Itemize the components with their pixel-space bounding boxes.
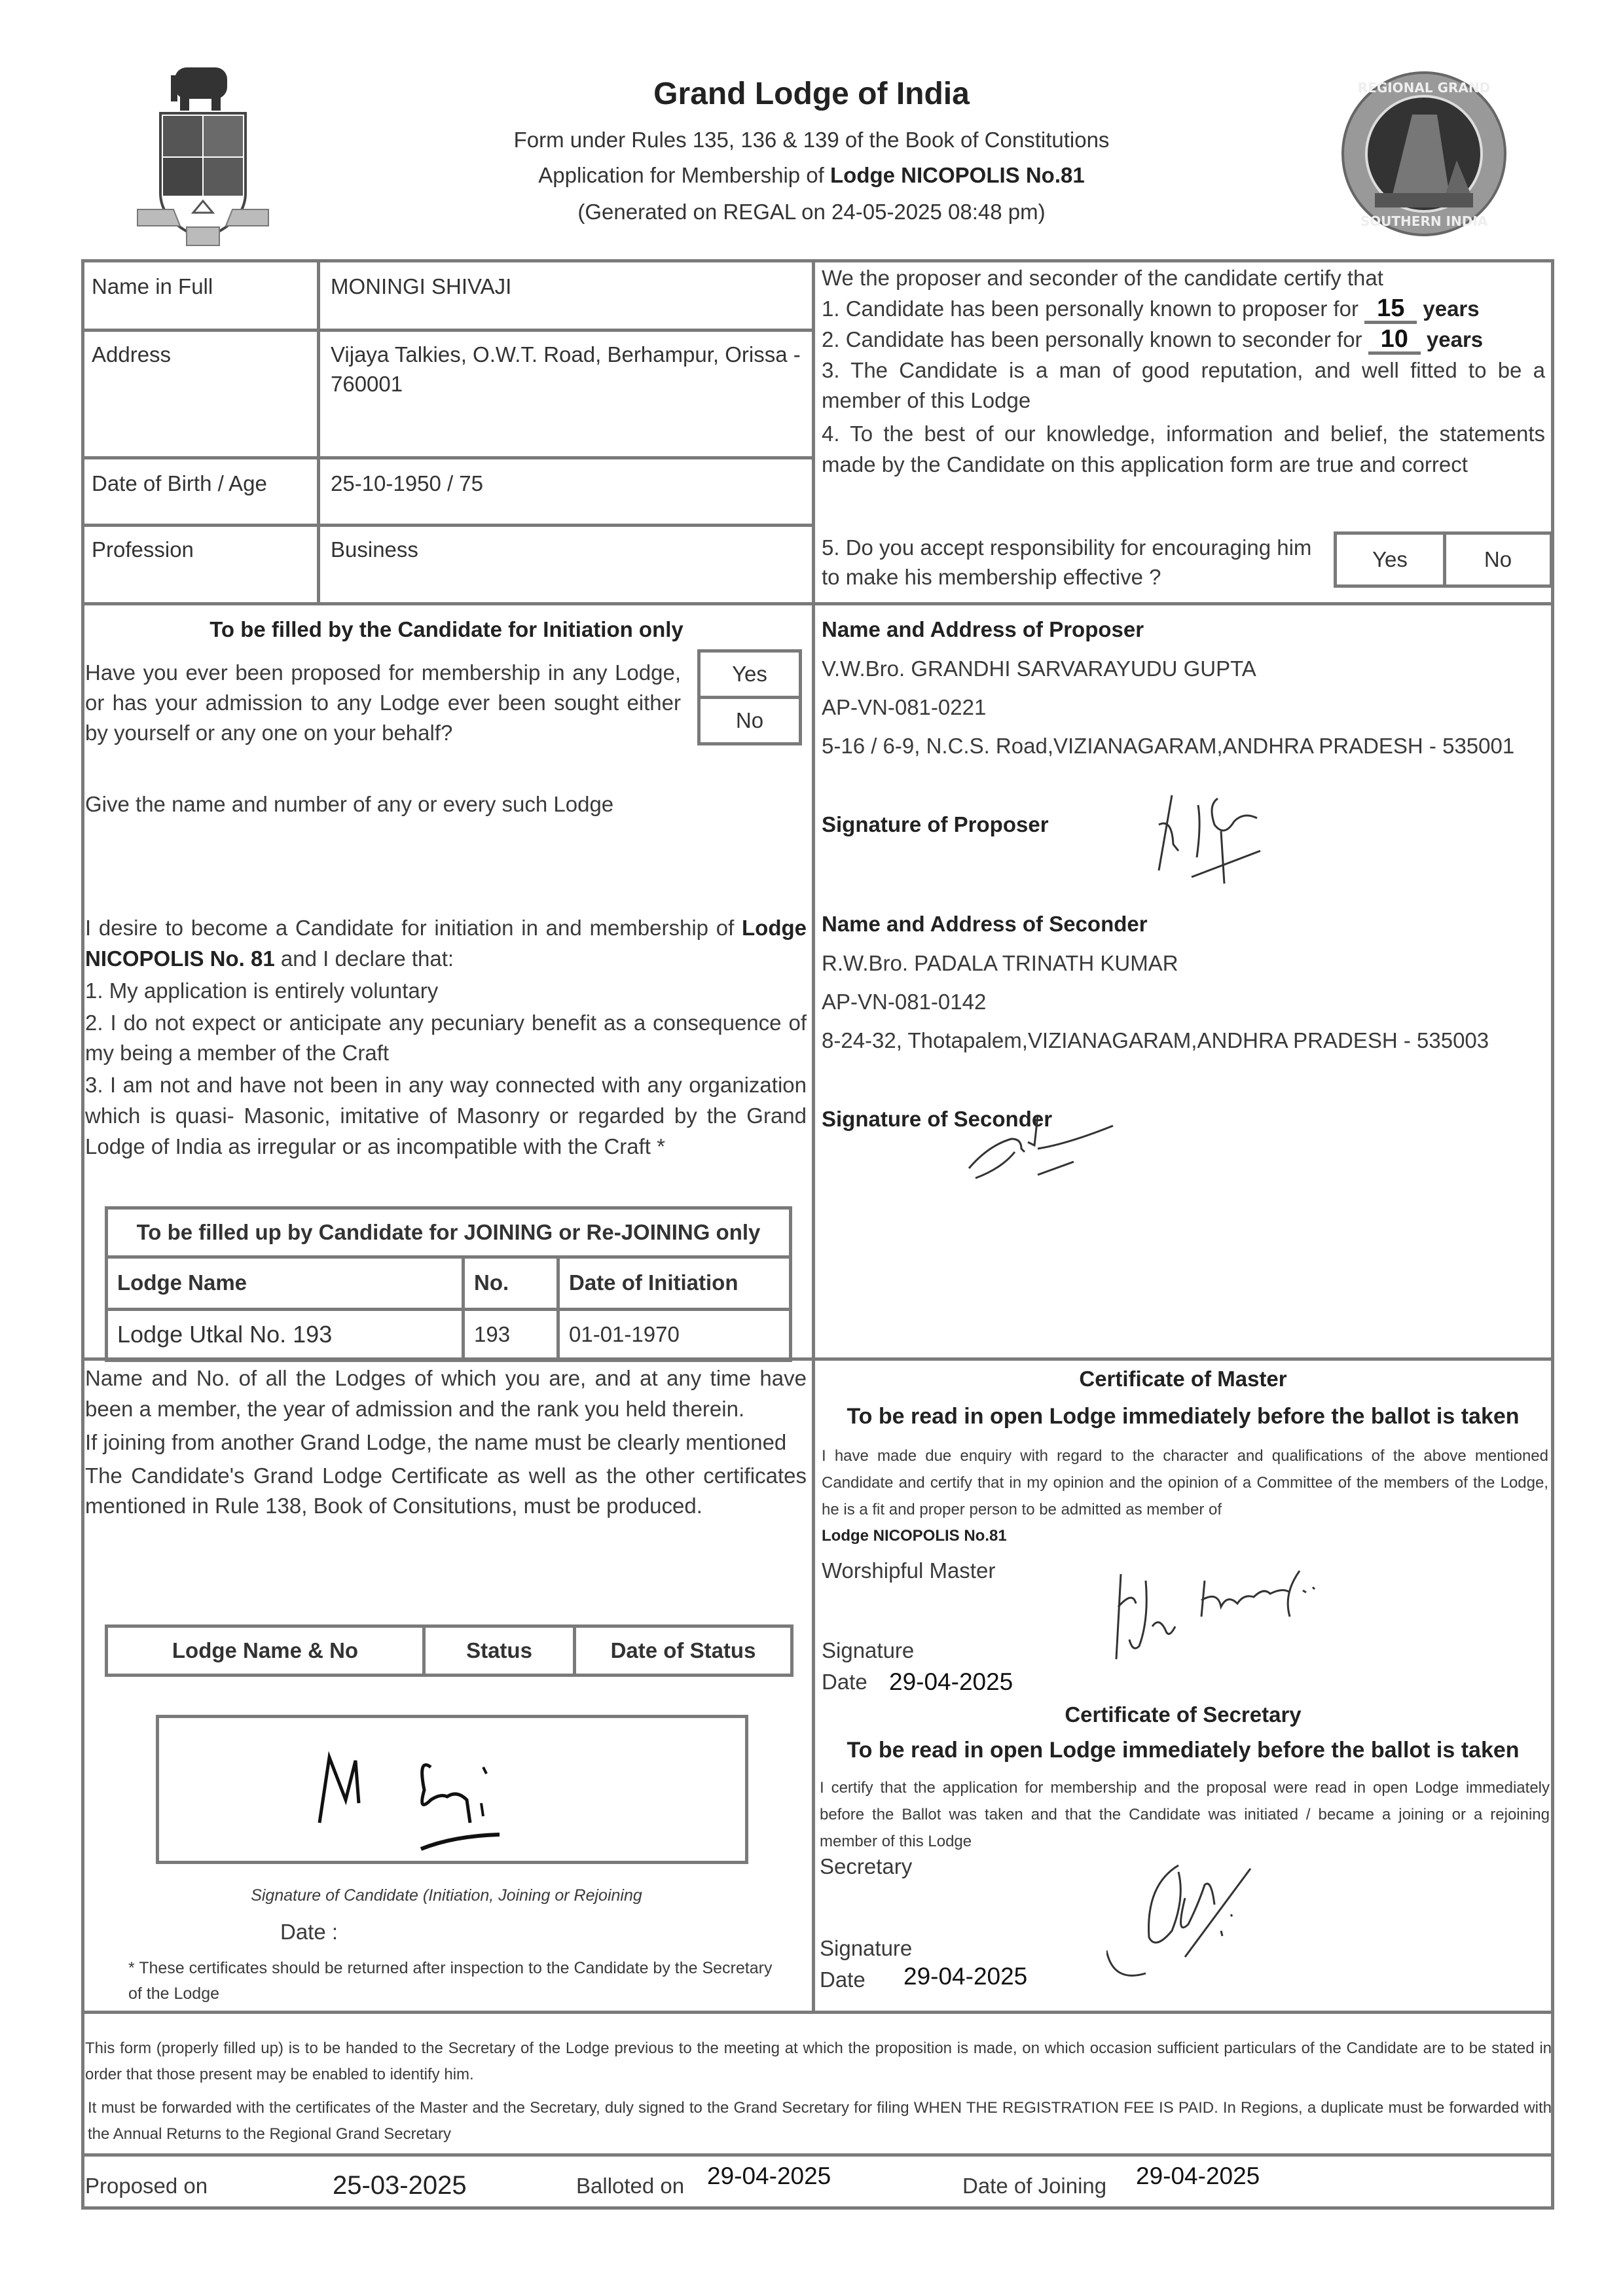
row-divider xyxy=(81,456,812,459)
certification-item-4: 4. To the best of our knowledge, information and belief, the statements made by the Candidate on this application form are true and correct xyxy=(822,422,1545,477)
secretary-signature-label: Signature xyxy=(820,1936,913,1960)
svg-text:SOUTHERN INDIA: SOUTHERN INDIA xyxy=(1360,213,1488,229)
secretary-label: Secretary xyxy=(820,1854,913,1878)
secretary-certificate-subtitle: To be read in open Lodge immediately before the ballot is taken xyxy=(847,1738,1520,1763)
date-of-joining-label: Date of Joining xyxy=(962,2174,1107,2198)
encourage-no-box[interactable]: No xyxy=(1443,531,1553,588)
memberships-para-3: The Candidate's Grand Lodge Certificate as well as the other certificates mentioned in Rule 138, Book of Consitutions, must be produced. xyxy=(85,1463,807,1518)
master-date-value[interactable]: 29-04-2025 xyxy=(889,1668,1013,1695)
certification-intro: We the proposer and seconder of the candidate certify that xyxy=(822,266,1383,290)
seconder-address: 8-24-32, Thotapalem,VIZIANAGARAM,ANDHRA PRADESH - 535003 xyxy=(822,1028,1489,1052)
section-divider xyxy=(81,2011,1554,2014)
certification-item-3: 3. The Candidate is a man of good reputation, and well fitted to be a member of this Lodge xyxy=(822,357,1545,413)
joining-table xyxy=(105,1206,792,1362)
joining-no-cell[interactable]: 193 xyxy=(464,1310,558,1361)
proposed-on-date[interactable]: 25-03-2025 xyxy=(333,2171,467,2200)
dob-label: Date of Birth / Age xyxy=(92,471,267,495)
certificates-footnote: * These certificates should be returned after inspection to the Candidate by the Secretary of the Lodge xyxy=(128,1959,773,2003)
encourage-yes-box[interactable]: Yes xyxy=(1334,531,1446,588)
form-subtitle: Form under Rules 135, 136 & 139 of the Book of Constitutions xyxy=(513,128,1110,152)
svg-text:REGIONAL GRAND: REGIONAL GRAND xyxy=(1357,80,1491,96)
section-divider xyxy=(81,2153,1554,2157)
proposed-on-label: Proposed on xyxy=(85,2174,208,2198)
secretary-date-value[interactable]: 29-04-2025 xyxy=(903,1963,1028,1990)
candidate-signature xyxy=(159,1718,748,1862)
table-row xyxy=(107,1310,791,1361)
memberships-col-date: Date of Status xyxy=(575,1626,792,1676)
proposer-signature-label: Signature of Proposer xyxy=(822,812,1049,836)
joining-lodge-name-cell[interactable]: Lodge Utkal No. 193 xyxy=(107,1310,464,1361)
address-value: Vijaya Talkies, O.W.T. Road, Berhampur, Orissa - 760001 xyxy=(331,342,801,396)
certification-item-2: 2. Candidate has been personally known to seconder for 10 years xyxy=(822,325,1545,355)
give-lodge-name-label: Give the name and number of any or every such Lodge xyxy=(85,792,614,816)
table-column-divider xyxy=(317,259,320,602)
candidate-date-label: Date : xyxy=(280,1920,338,1944)
date-of-joining-value[interactable]: 29-04-2025 xyxy=(1136,2162,1260,2189)
instructions-para-1: This form (properly filled up) is to be handed to the Secretary of the Lodge previous to the meeting at which the proposition is made, on which occasion sufficient particulars of the Candidate are to be stated in order that those present may be enabled to identify him. xyxy=(85,2039,1552,2083)
seconder-name: R.W.Bro. PADALA TRINATH KUMAR xyxy=(822,951,1178,975)
joining-col-date: Date of Initiation xyxy=(558,1257,791,1310)
dob-value: 25-10-1950 / 75 xyxy=(331,471,484,495)
profession-value: Business xyxy=(331,537,418,562)
section-divider xyxy=(81,602,1554,605)
joining-col-lodge-name: Lodge Name xyxy=(107,1257,464,1310)
master-certificate-title: Certificate of Master xyxy=(1079,1367,1287,1391)
proposed-before-yes-box[interactable]: Yes xyxy=(697,649,802,699)
secretary-certificate-body: I certify that the application for membership and the proposal were read in open Lodge immediately before the Ballot was taken and that the Candidate was initiated / became a joining or a rejoining member of this Lodge xyxy=(820,1779,1550,1850)
balloted-on-date[interactable]: 29-04-2025 xyxy=(707,2162,831,2189)
master-date-label: Date xyxy=(822,1670,867,1694)
application-prefix: Application for Membership of xyxy=(538,163,830,187)
memberships-para-1: Name and No. of all the Lodges of which you are, and at any time have been a member, the year of admission and the rank you held therein. xyxy=(85,1366,807,1421)
certification-block xyxy=(822,263,1545,480)
master-signature xyxy=(1113,1568,1408,1666)
proposer-name: V.W.Bro. GRANDHI SARVARAYUDU GUPTA xyxy=(822,656,1256,681)
declaration-item-3: 3. I am not and have not been in any way connected with any organization which is quasi- Masonic, imitative of Masonry or regarded by the Grand Lodge of India as irregular or as incompatible with the Craft * xyxy=(85,1073,807,1159)
profession-label: Profession xyxy=(92,537,194,562)
row-divider xyxy=(81,329,812,332)
candidate-signature-box[interactable] xyxy=(156,1715,748,1864)
memberships-text xyxy=(85,1363,807,1522)
memberships-col-status: Status xyxy=(424,1626,575,1676)
initiation-question: Have you ever been proposed for membership in any Lodge, or has your admission to any Lodge ever been sought either by yourself or any one on your behalf? xyxy=(85,660,681,745)
secretary-signature xyxy=(1106,1859,1277,1990)
memberships-col-lodge: Lodge Name & No xyxy=(107,1626,424,1676)
instructions-block xyxy=(85,2036,1552,2147)
candidate-signature-caption: Signature of Candidate (Initiation, Joining or Rejoining xyxy=(251,1886,642,1905)
declaration-block xyxy=(85,913,807,1162)
address-label: Address xyxy=(92,342,172,367)
memberships-table xyxy=(105,1624,793,1677)
memberships-para-2: If joining from another Grand Lodge, the name must be clearly mentioned xyxy=(85,1429,787,1454)
joining-col-no: No. xyxy=(464,1257,558,1310)
proposer-signature xyxy=(1152,785,1277,890)
seconder-years-field[interactable]: 10 xyxy=(1368,327,1421,355)
proposer-address: 5-16 / 6-9, N.C.S. Road,VIZIANAGARAM,ANDHRA PRADESH - 535001 xyxy=(822,734,1515,758)
master-certificate-body: I have made due enquiry with regard to the character and qualifications of the above mentioned Candidate and certify that in my opinion and the opinion of a Committee of the members of the Lodge, he is a fit and proper person to be admitted as member of Lodge NICOPOLIS No.81 xyxy=(822,1447,1548,1545)
row-divider xyxy=(81,524,812,527)
seconder-signature-label: Signature of Seconder xyxy=(822,1107,1053,1131)
seconder-id: AP-VN-081-0142 xyxy=(822,990,987,1014)
seconder-heading: Name and Address of Seconder xyxy=(822,912,1148,936)
proposer-years-field[interactable]: 15 xyxy=(1364,296,1417,324)
certification-item-1: 1. Candidate has been personally known to proposer for 15 years xyxy=(822,294,1545,325)
secretary-date-label: Date xyxy=(820,1967,866,1992)
certification-item-5: 5. Do you accept responsibility for encouraging him to make his membership effective ? xyxy=(822,535,1312,589)
joining-date-cell[interactable]: 01-01-1970 xyxy=(558,1310,791,1361)
regional-grand-lodge-seal-logo xyxy=(1339,69,1509,239)
name-label: Name in Full xyxy=(92,274,213,298)
master-signature-label: Signature xyxy=(822,1638,915,1662)
proposer-id: AP-VN-081-0221 xyxy=(822,695,987,719)
proposer-heading: Name and Address of Proposer xyxy=(822,617,1144,641)
initiation-heading: To be filled by the Candidate for Initiation only xyxy=(210,617,684,641)
name-value: MONINGI SHIVAJI xyxy=(331,274,512,298)
generated-timestamp: (Generated on REGAL on 24-05-2025 08:48 pm) xyxy=(577,200,1046,224)
instructions-para-2: It must be forwarded with the certificates of the Master and the Secretary, duly signed to the Grand Secretary for filing WHEN THE REGISTRATION FEE IS PAID. In Regions, a duplicate must be forwarded with the Annual Returns to the Regional Grand Secretary xyxy=(88,2099,1552,2143)
declaration-item-1: 1. My application is entirely voluntary xyxy=(85,978,439,1003)
master-certificate-subtitle: To be read in open Lodge immediately before the ballot is taken xyxy=(847,1404,1520,1429)
declaration-intro: I desire to become a Candidate for initiation in and membership of Lodge NICOPOLIS No. 81 and I declare that: xyxy=(85,916,807,971)
worshipful-master-label: Worshipful Master xyxy=(822,1558,996,1583)
declaration-item-2: 2. I do not expect or anticipate any pecuniary benefit as a consequence of my being a member of the Craft xyxy=(85,1010,807,1066)
joining-table-heading: To be filled up by Candidate for JOINING or Re-JOINING only xyxy=(107,1208,791,1257)
proposed-before-no-box[interactable]: No xyxy=(697,696,802,745)
secretary-certificate-title: Certificate of Secretary xyxy=(1065,1702,1302,1727)
page-title: Grand Lodge of India xyxy=(653,77,970,111)
application-lodge: Lodge NICOPOLIS No.81 xyxy=(830,163,1085,187)
master-certificate-lodge: Lodge NICOPOLIS No.81 xyxy=(822,1527,1007,1545)
balloted-on-label: Balloted on xyxy=(576,2174,685,2198)
seconder-signature xyxy=(962,1113,1133,1191)
